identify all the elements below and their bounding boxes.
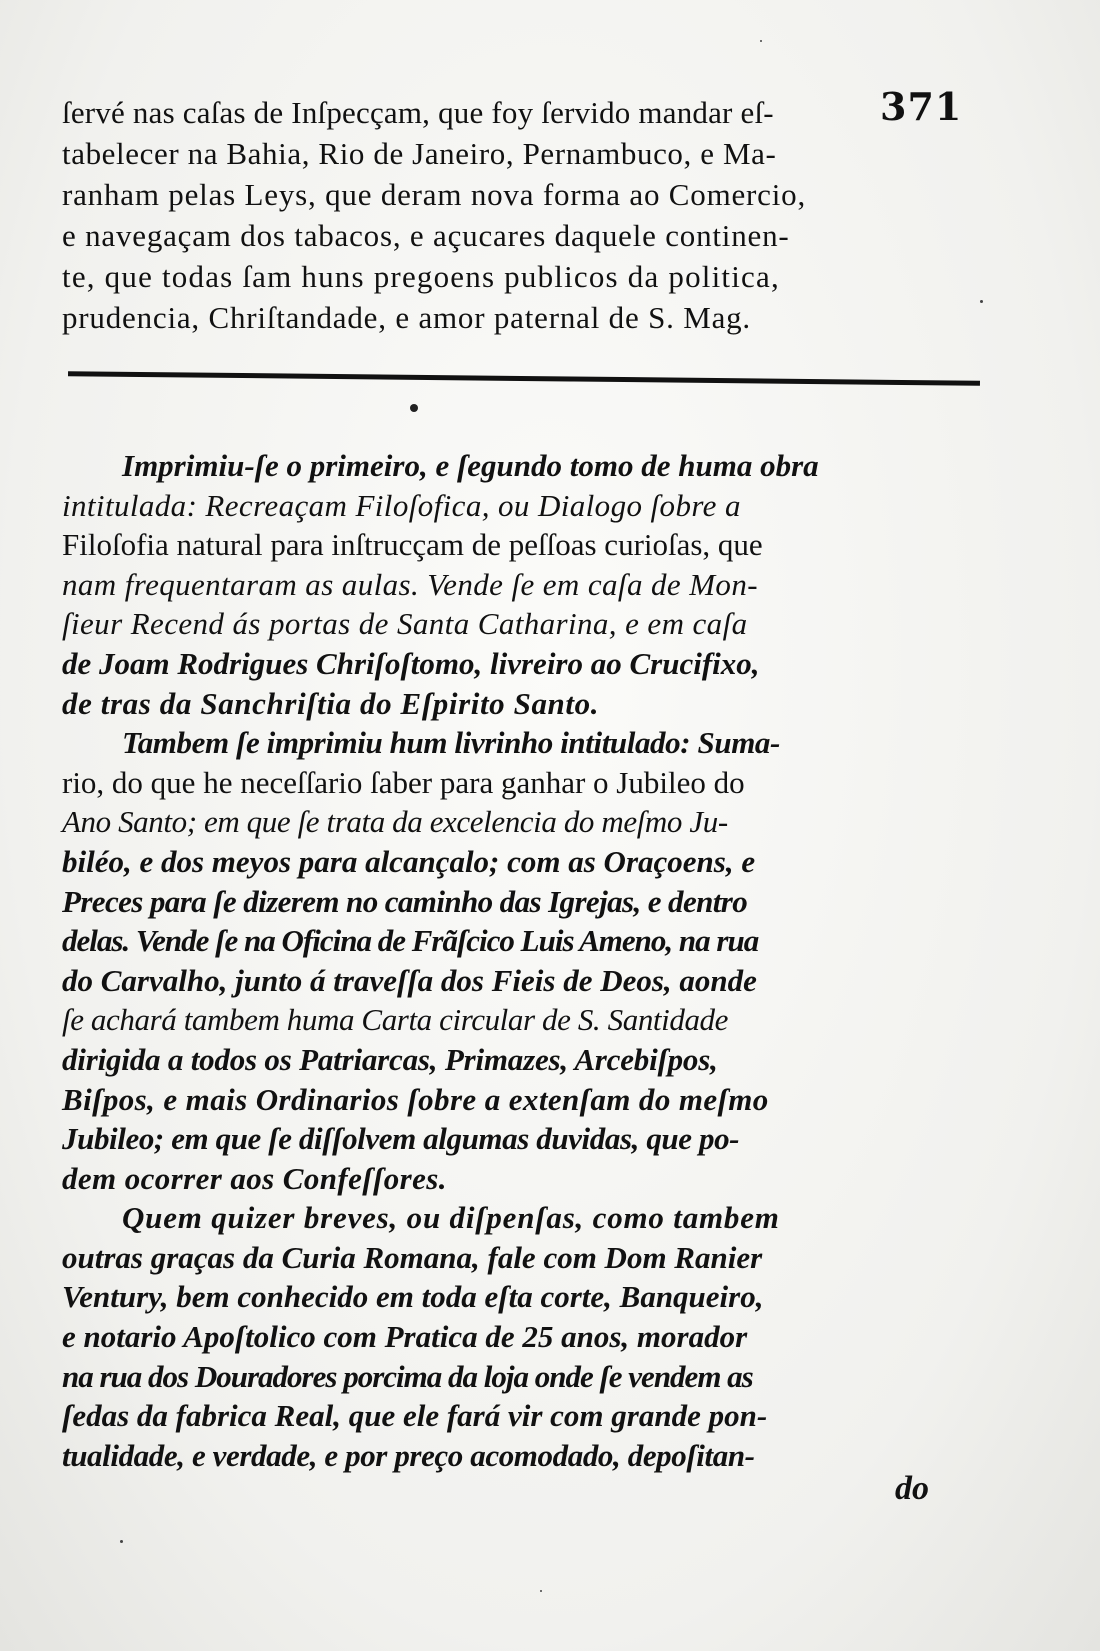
text-line: Preces para ſe dizerem no caminho das Igrejas, e dentro bbox=[62, 883, 748, 919]
text-line: Tambem ſe imprimiu hum livrinho intitulado: Suma- bbox=[122, 725, 780, 761]
advert-sumario-jubileo bbox=[62, 723, 992, 1198]
text-line: na rua dos Douradores porcima da loja onde ſe vendem as bbox=[62, 1358, 753, 1394]
section-divider bbox=[68, 371, 980, 386]
text-line: rio, do que he neceſſario ſaber para ganhar o Jubileo do bbox=[62, 764, 745, 800]
ink-speck bbox=[120, 1540, 123, 1543]
text-line: Ano Santo; em que ſe trata da excelencia do meſmo Ju- bbox=[62, 804, 728, 840]
text-line: tualidade, e verdade, e por preço acomodado, depoſitan- bbox=[62, 1437, 755, 1473]
text-line: ſe achará tambem huma Carta circular de S. Santidade bbox=[62, 1002, 728, 1038]
text-line: e navegaçam dos tabacos, e açucares daquele continen- bbox=[62, 218, 790, 253]
text-line: de Joam Rodrigues Chriſoſtomo, livreiro ao Crucifixo, bbox=[62, 645, 760, 681]
advertisements bbox=[62, 446, 992, 1475]
ink-speck bbox=[980, 300, 983, 303]
advert-recreacam-filosofica bbox=[62, 446, 992, 723]
page-number: 371 bbox=[880, 84, 963, 129]
text-line: Filoſofia natural para inſtrucçam de peſſoas curioſas, que bbox=[62, 527, 763, 563]
catchword: do bbox=[895, 1470, 929, 1507]
text-line: Ventury, bem conhecido em toda eſta corte, Banqueiro, bbox=[62, 1279, 764, 1315]
text-line: nam frequentaram as aulas. Vende ſe em caſa de Mon- bbox=[62, 566, 758, 602]
text-line: Biſpos, e mais Ordinarios ſobre a extenſam do meſmo bbox=[62, 1081, 769, 1117]
text-line: Jubileo; em que ſe diſſolvem algumas duvidas, que po- bbox=[62, 1121, 740, 1157]
ink-speck bbox=[760, 40, 762, 42]
text-line: Imprimiu-ſe o primeiro, e ſegundo tomo de huma obra bbox=[122, 448, 819, 483]
text-line: e notario Apoſtolico com Pratica de 25 anos, morador bbox=[62, 1319, 748, 1355]
text-line: do Carvalho, junto á traveſſa dos Fieis de Deos, aonde bbox=[62, 962, 757, 998]
text-line: te, que todas ſam huns pregoens publicos da politica, bbox=[62, 259, 780, 294]
ink-dot bbox=[410, 404, 418, 412]
text-line: intitulada: Recreaçam Filoſofica, ou Dialogo ſobre a bbox=[62, 487, 741, 523]
text-line: de tras da Sanchriſtia do Eſpirito Santo. bbox=[62, 685, 600, 721]
text-line: tabelecer na Bahia, Rio de Janeiro, Pernambuco, e Ma- bbox=[62, 136, 777, 171]
ink-speck bbox=[540, 1590, 542, 1592]
text-line: prudencia, Chriſtandade, e amor paternal de S. Mag. bbox=[62, 300, 751, 335]
advert-curia-romana bbox=[62, 1198, 992, 1475]
text-line: ſervé nas caſas de Inſpecçam, que foy ſervido mandar eſ- bbox=[62, 95, 774, 130]
text-line: Quem quizer breves, ou diſpenſas, como tambem bbox=[122, 1200, 780, 1236]
text-line: outras graças da Curia Romana, fale com Dom Ranier bbox=[62, 1239, 763, 1275]
text-line: dirigida a todos os Patriarcas, Primazes, Arcebiſpos, bbox=[62, 1041, 718, 1077]
text-line: ſieur Recend ás portas de Santa Catharina, e em caſa bbox=[62, 606, 748, 642]
text-line: dem ocorrer aos Confeſſores. bbox=[62, 1160, 447, 1196]
text-line: ſedas da fabrica Real, que ele fará vir com grande pon- bbox=[62, 1398, 768, 1434]
text-line: delas. Vende ſe na Oficina de Frãſcico Luis Ameno, na rua bbox=[62, 923, 759, 959]
top-paragraph bbox=[62, 92, 992, 338]
text-line: ranham pelas Leys, que deram nova forma ao Comercio, bbox=[62, 177, 807, 212]
text-line: biléo, e dos meyos para alcançalo; com as Oraçoens, e bbox=[62, 843, 756, 879]
